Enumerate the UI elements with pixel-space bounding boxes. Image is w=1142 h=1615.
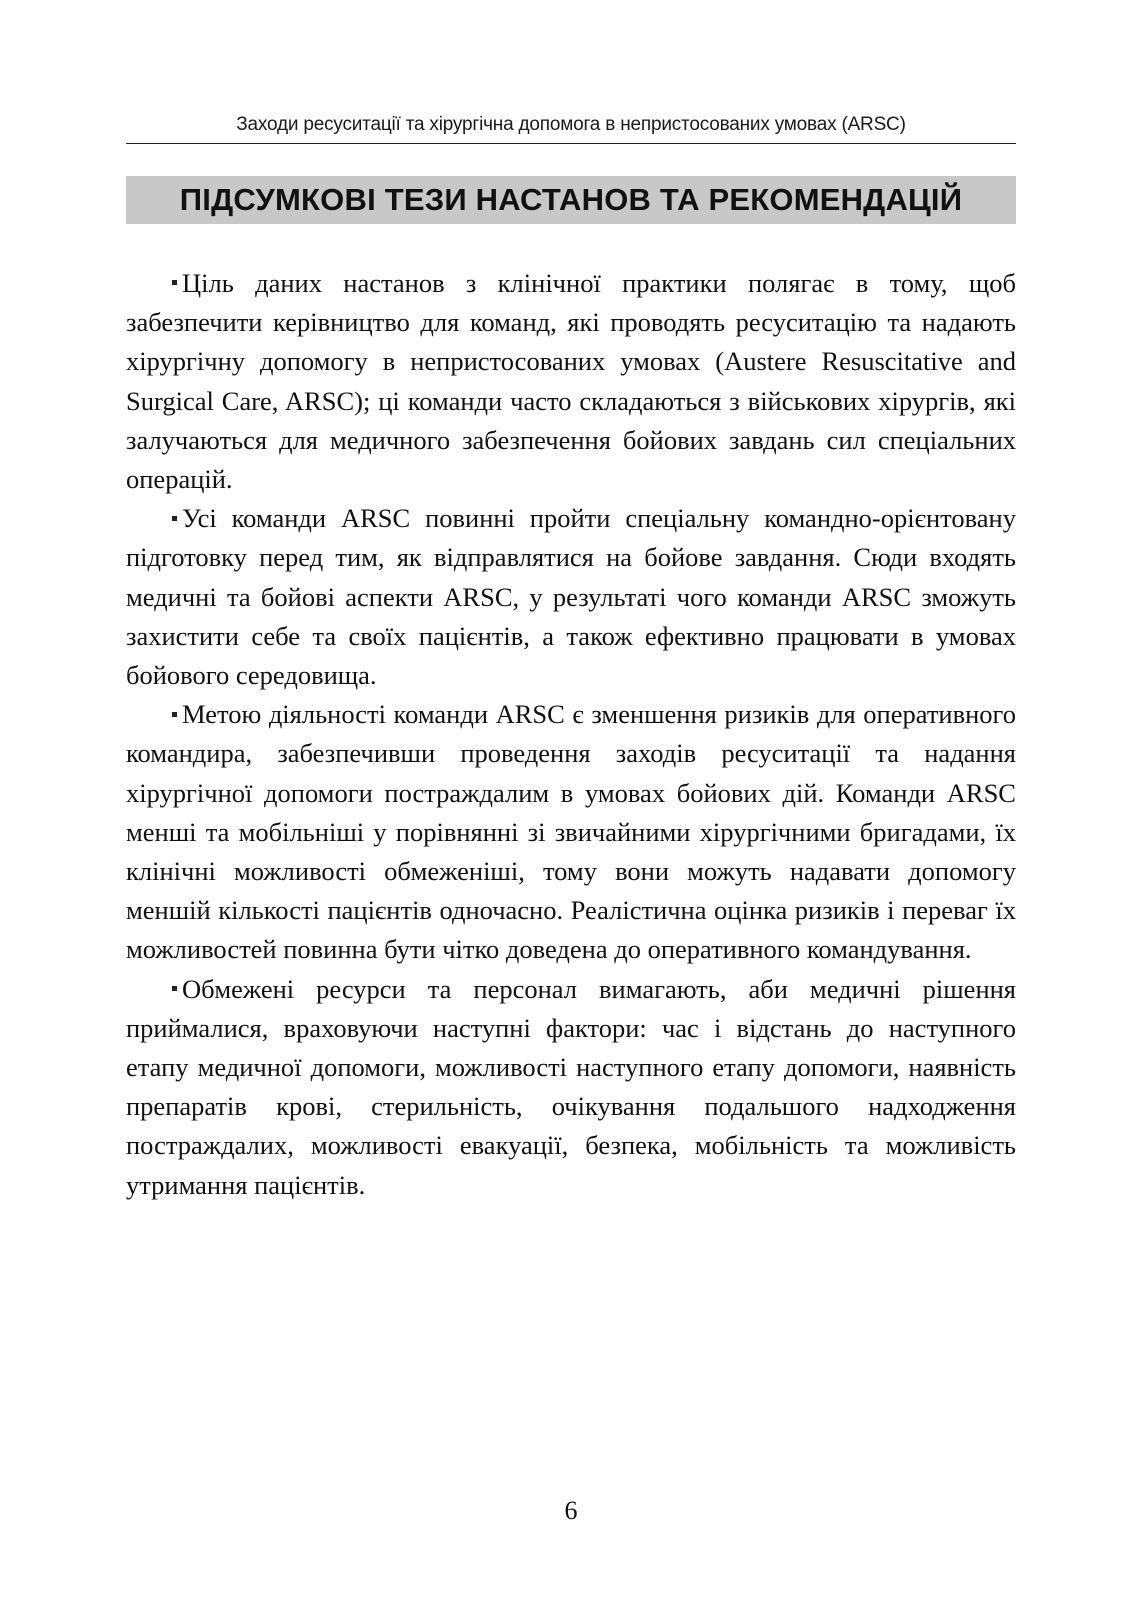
body-text xyxy=(126,264,1016,1205)
paragraph-3 xyxy=(126,695,1016,969)
paragraph-2 xyxy=(126,499,1016,695)
bullet-icon xyxy=(172,712,177,717)
header-rule xyxy=(126,143,1016,144)
paragraph-text: Усі команди ARSC повинні пройти спеціальну командно-орієнтовану підготовку перед тим, як відправлятися на бойове завдання. Сюди входять медичні та бойові аспекти ARSC, у результаті чого команди ARSC зможуть захистити себе та своїх пацієнтів, а також ефективно працювати в умовах бойового середовища. xyxy=(126,503,1016,691)
section-title: ПІДСУМКОВІ ТЕЗИ НАСТАНОВ ТА РЕКОМЕНДАЦІЙ xyxy=(126,176,1016,224)
paragraph-text: Обмежені ресурси та персонал вимагають, аби медичні рішення приймалися, враховуючи наступні фактори: час і відстань до наступного етапу медичної допомоги, можливості наступного етапу допомоги, наявність препаратів крові, стерильність, очікування подальшого надходження постраждалих, можливості евакуації, безпека, мобільність та можливість утримання пацієнтів. xyxy=(126,973,1016,1200)
page-number: 6 xyxy=(564,1496,578,1525)
paragraph-4 xyxy=(126,970,1016,1205)
bullet-icon xyxy=(172,516,177,521)
paragraph-text: Метою діяльності команди ARSC є зменшення ризиків для оперативного командира, забезпечивши проведення заходів ресуситації та надання хірургічної допомоги постраждалим в умовах бойових дій. Команди ARSC менші та мобільніші у порівнянні зі звичайними хірургічними бригадами, їх клінічні можливості обмеженіші, тому вони можуть надавати допомогу меншій кількості пацієнтів одночасно. Реалістична оцінка ризиків і переваг їх можливостей повинна бути чітко доведена до оперативного командування. xyxy=(126,699,1016,965)
running-header: Заходи ресуситації та хірургічна допомога в непристосованих умовах (ARSC) xyxy=(236,114,906,135)
bullet-icon xyxy=(172,280,177,285)
bullet-icon xyxy=(172,986,177,991)
paragraph-text: Ціль даних настанов з клінічної практики полягає в тому, щоб забезпечити керівництво для команд, які проводять ресуситацію та надають хірургічну допомогу в непристосованих умовах (Austere Resuscitative and Surgical Care, ARSC); ці команди часто складаються з військових хірургів, які залучаються для медичного забезпечення бойових завдань сил спеціальних операцій. xyxy=(126,268,1016,495)
paragraph-1 xyxy=(126,264,1016,499)
